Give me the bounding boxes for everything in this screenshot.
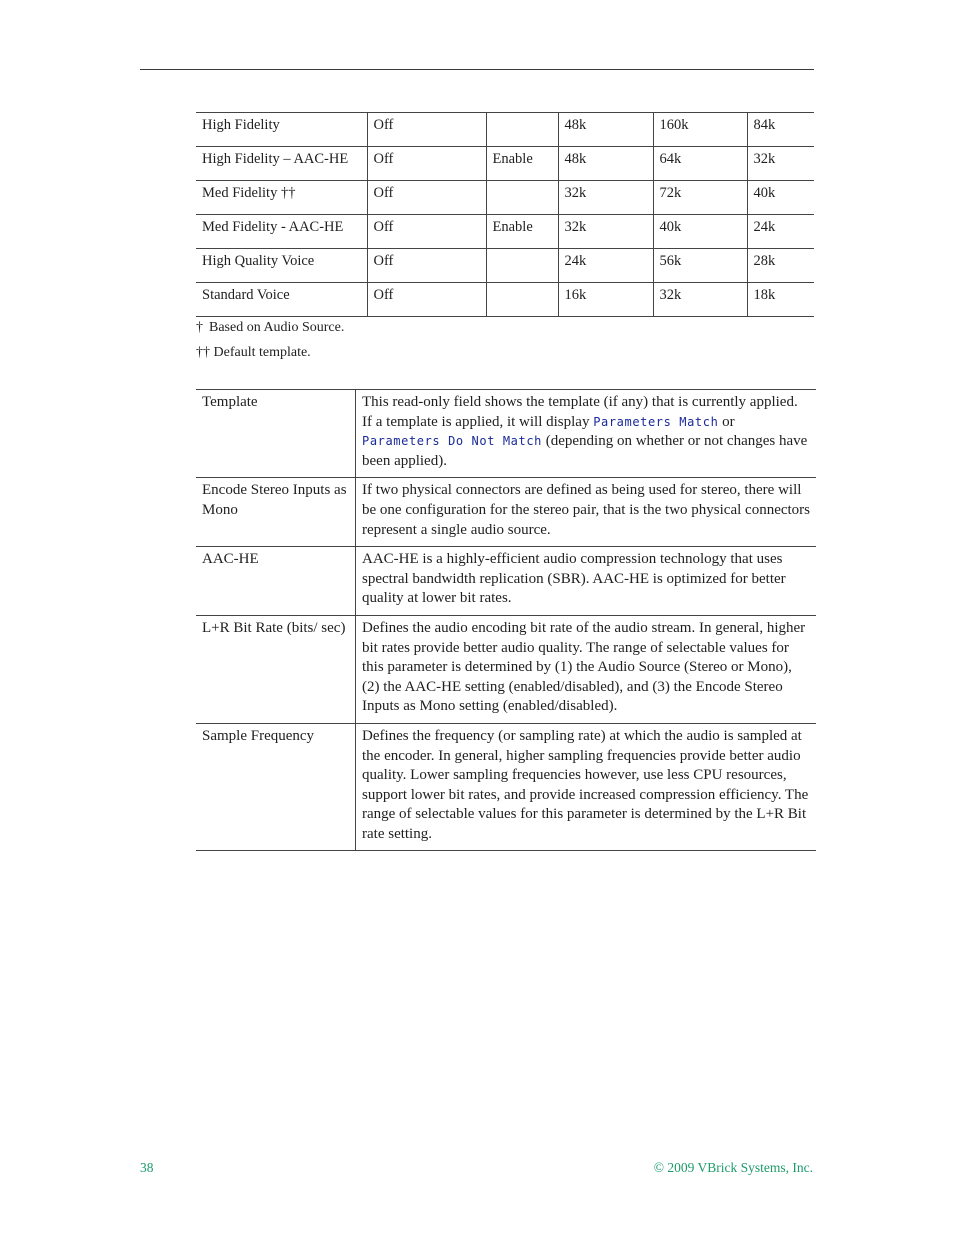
table-cell: 18k: [747, 283, 814, 317]
code-parameters-match: Parameters Match: [593, 414, 719, 429]
field-name-bit-rate: L+R Bit Rate (bits/ sec): [196, 615, 356, 723]
double-dagger-mark: ††: [196, 345, 210, 360]
field-name-template: Template: [196, 390, 356, 478]
table-row: [196, 181, 814, 215]
page-number: 38: [140, 1160, 154, 1175]
table-cell: [486, 249, 558, 283]
table-cell: 48k: [558, 147, 653, 181]
table-cell: 24k: [558, 249, 653, 283]
table-cell: High Fidelity – AAC-HE: [196, 147, 367, 181]
table-cell: 24k: [747, 215, 814, 249]
desc-text: This read-only field shows the template (if any) that is currently applied. If a template is applied, it will display: [362, 394, 798, 430]
field-name-aac-he: AAC-HE: [196, 547, 356, 616]
field-name-encode-stereo: Encode Stereo Inputs as Mono: [196, 478, 356, 547]
table-row: [196, 215, 814, 249]
table-cell: [486, 283, 558, 317]
table-cell: Off: [367, 113, 486, 147]
code-parameters-do-not-match: Parameters Do Not Match: [362, 434, 542, 449]
table-cell: 48k: [558, 113, 653, 147]
header-rule: [140, 69, 814, 70]
table-row: [196, 390, 816, 478]
table-cell: 32k: [558, 215, 653, 249]
table-cell: 64k: [653, 147, 747, 181]
table-row: [196, 283, 814, 317]
table-row: [196, 615, 816, 723]
dagger-text: Based on Audio Source.: [209, 320, 345, 335]
field-desc-aac-he: AAC-HE is a highly-efficient audio compression technology that uses spectral bandwidth replication (SBR). AAC-HE is optimized for better quality at lower bit rates.: [356, 547, 817, 616]
table-cell: 28k: [747, 249, 814, 283]
table-row: [196, 478, 816, 547]
double-dagger-text: Default template.: [213, 345, 311, 360]
table-cell: Med Fidelity ††: [196, 181, 367, 215]
field-desc-encode-stereo: If two physical connectors are defined as being used for stereo, there will be one configuration for the stereo pair, that is the two physical connectors represent a single audio source.: [356, 478, 817, 547]
copyright: © 2009 VBrick Systems, Inc.: [653, 1160, 813, 1175]
table-cell: 160k: [653, 113, 747, 147]
table-cell: Off: [367, 215, 486, 249]
footnote-dagger: [196, 318, 344, 343]
table-cell: 16k: [558, 283, 653, 317]
table-cell: 32k: [558, 181, 653, 215]
table-row: [196, 547, 816, 616]
table-row: [196, 723, 816, 851]
table-cell: 84k: [747, 113, 814, 147]
table-cell: 40k: [747, 181, 814, 215]
field-desc-template: [356, 390, 817, 478]
table-cell: Off: [367, 249, 486, 283]
table-cell: Off: [367, 283, 486, 317]
field-description-table: [196, 389, 816, 851]
desc-text: (depending on whether or not changes have been applied).: [362, 433, 808, 469]
field-name-sample-frequency: Sample Frequency: [196, 723, 356, 851]
table-cell: [486, 181, 558, 215]
table-cell: 56k: [653, 249, 747, 283]
table-cell: 40k: [653, 215, 747, 249]
table-cell: High Quality Voice: [196, 249, 367, 283]
dagger-mark: †: [196, 320, 203, 335]
table-row: [196, 249, 814, 283]
field-desc-bit-rate: Defines the audio encoding bit rate of the audio stream. In general, higher bit rates provide better audio quality. The range of selectable values for this parameter is determined by (1) the Audio Source (Stereo or Mono), (2) the AAC-HE setting (enabled/disabled), and (3) the Encode Stereo Inputs as Mono setting (enabled/disabled).: [356, 615, 817, 723]
table-cell: Enable: [486, 215, 558, 249]
table-cell: High Fidelity: [196, 113, 367, 147]
table-cell: Off: [367, 147, 486, 181]
footnote-double-dagger: [196, 343, 344, 368]
table-row: [196, 113, 814, 147]
field-desc-sample-frequency: Defines the frequency (or sampling rate) at which the audio is sampled at the encoder. In general, higher sampling frequencies provide better audio quality. Lower sampling frequencies however, use less CPU resources, support lower bit rates, and provide increased compression efficiency. The range of selectable values for this parameter is determined by the L+R Bit rate setting.: [356, 723, 817, 851]
table-cell: 72k: [653, 181, 747, 215]
table-cell: 32k: [653, 283, 747, 317]
table-cell: Enable: [486, 147, 558, 181]
footnotes: [196, 318, 344, 368]
table-cell: Standard Voice: [196, 283, 367, 317]
audio-template-table: [196, 112, 814, 317]
table-row: [196, 147, 814, 181]
table-cell: [486, 113, 558, 147]
table-cell: 32k: [747, 147, 814, 181]
desc-text: or: [718, 413, 735, 430]
table-cell: Med Fidelity - AAC-HE: [196, 215, 367, 249]
table-cell: Off: [367, 181, 486, 215]
